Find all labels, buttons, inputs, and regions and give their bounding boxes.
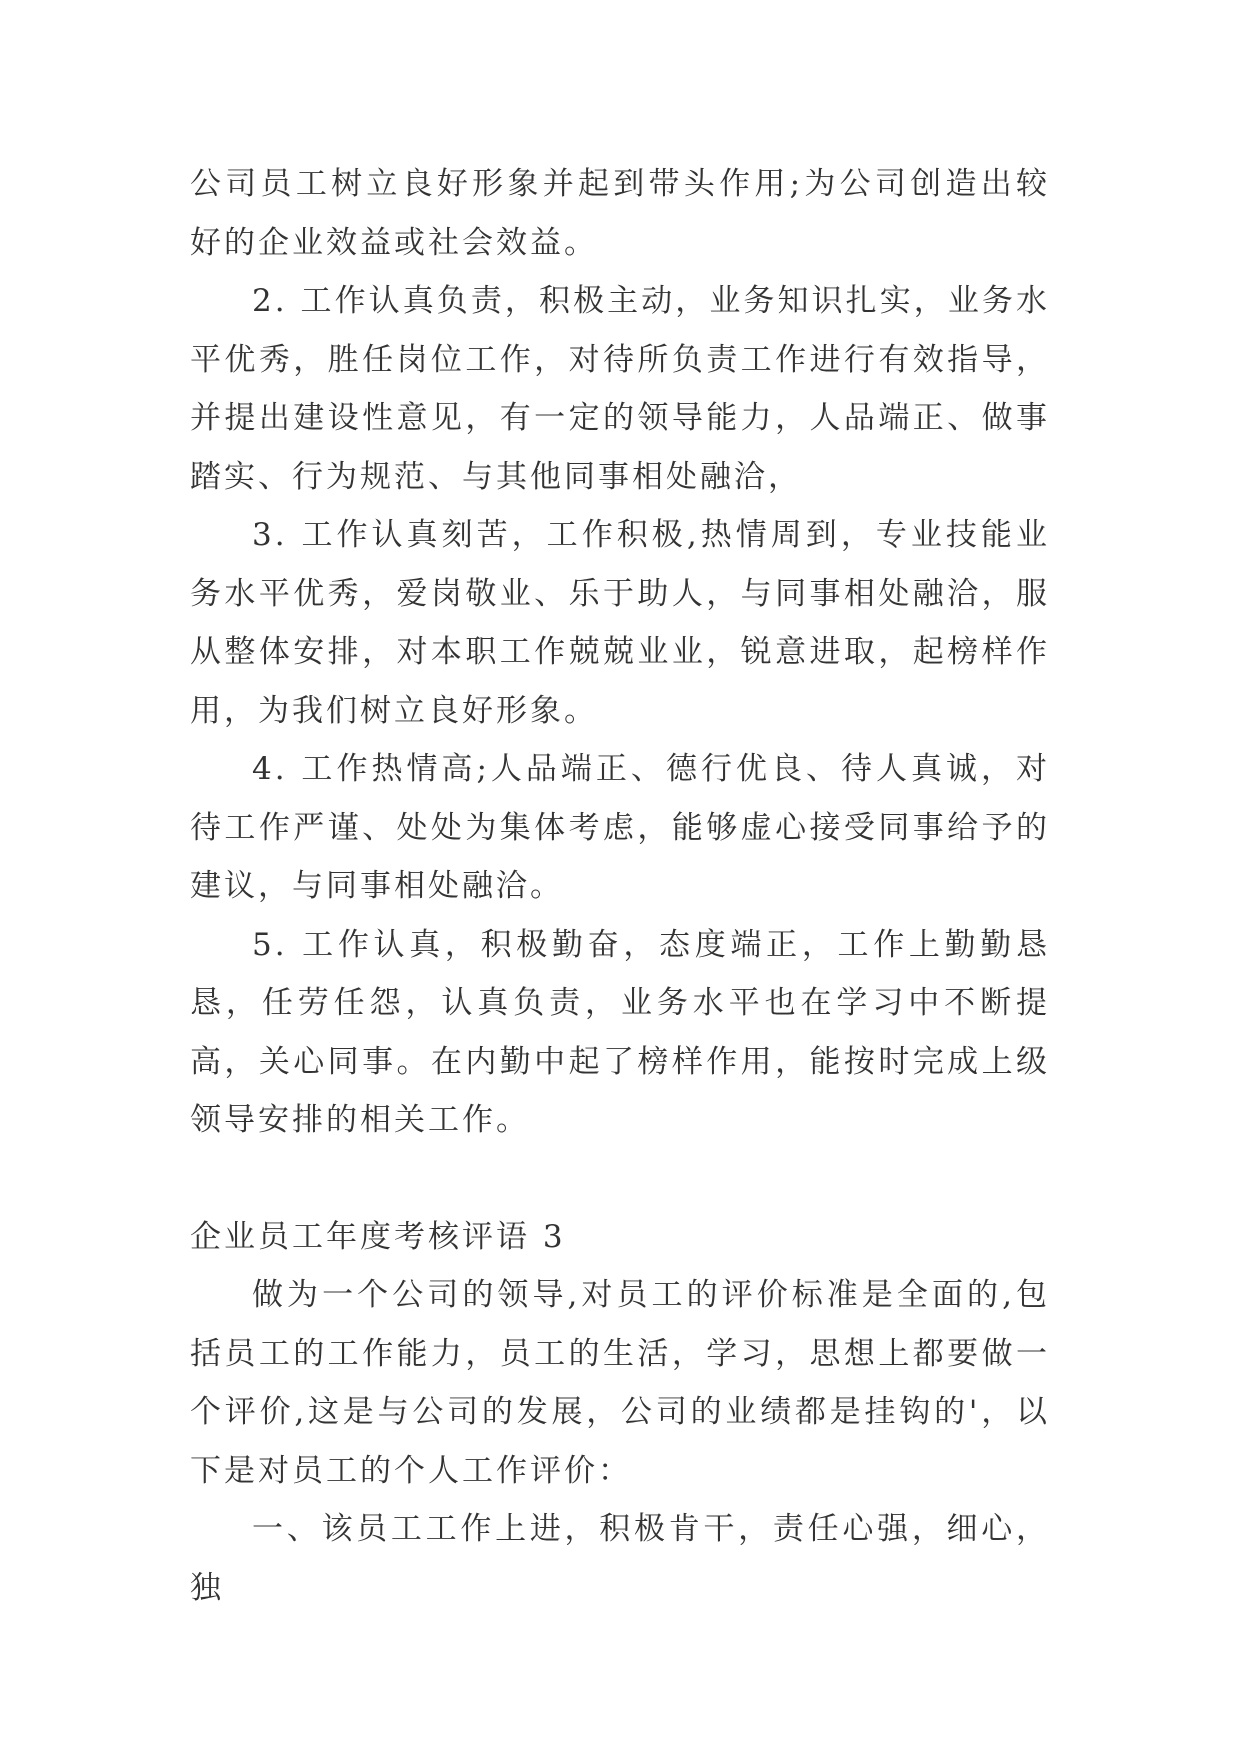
document-body: [190, 155, 1050, 1617]
paragraph-continuation: 公司员工树立良好形象并起到带头作用;为公司创造出较好的企业效益或社会效益。: [190, 166, 1050, 261]
paragraph-item-3: 3. 工作认真刻苦，工作积极,热情周到，专业技能业务水平优秀，爱岗敬业、乐于助人，与同事相处融洽，服从整体安排，对本职工作兢兢业业，锐意进取，起榜样作用，为我们树立良好形象。: [190, 517, 1050, 729]
paragraph-evaluation-1: 一、该员工工作上进，积极肯干，责任心强，细心，独: [190, 1511, 1050, 1606]
paragraph-item-2: 2. 工作认真负责，积极主动，业务知识扎实，业务水平优秀，胜任岗位工作，对待所负责工作进行有效指导，并提出建设性意见，有一定的领导能力，人品端正、做事踏实、行为规范、与其他同事相处融洽，: [190, 283, 1050, 495]
paragraph-item-5: 5. 工作认真，积极勤奋，态度端正，工作上勤勤恳恳，任劳任怨，认真负责，业务水平也在学习中不断提高，关心同事。在内勤中起了榜样作用，能按时完成上级领导安排的相关工作。: [190, 926, 1050, 1138]
paragraph-item-4: 4. 工作热情高;人品端正、德行优良、待人真诚，对待工作严谨、处处为集体考虑，能够虚心接受同事给予的建议，与同事相处融洽。: [190, 751, 1050, 904]
paragraph-intro: 做为一个公司的领导,对员工的评价标准是全面的,包括员工的工作能力，员工的生活，学习，思想上都要做一个评价,这是与公司的发展，公司的业绩都是挂钩的'，以下是对员工的个人工作评价：: [190, 1277, 1050, 1489]
section-heading: 企业员工年度考核评语 3: [190, 1218, 566, 1255]
